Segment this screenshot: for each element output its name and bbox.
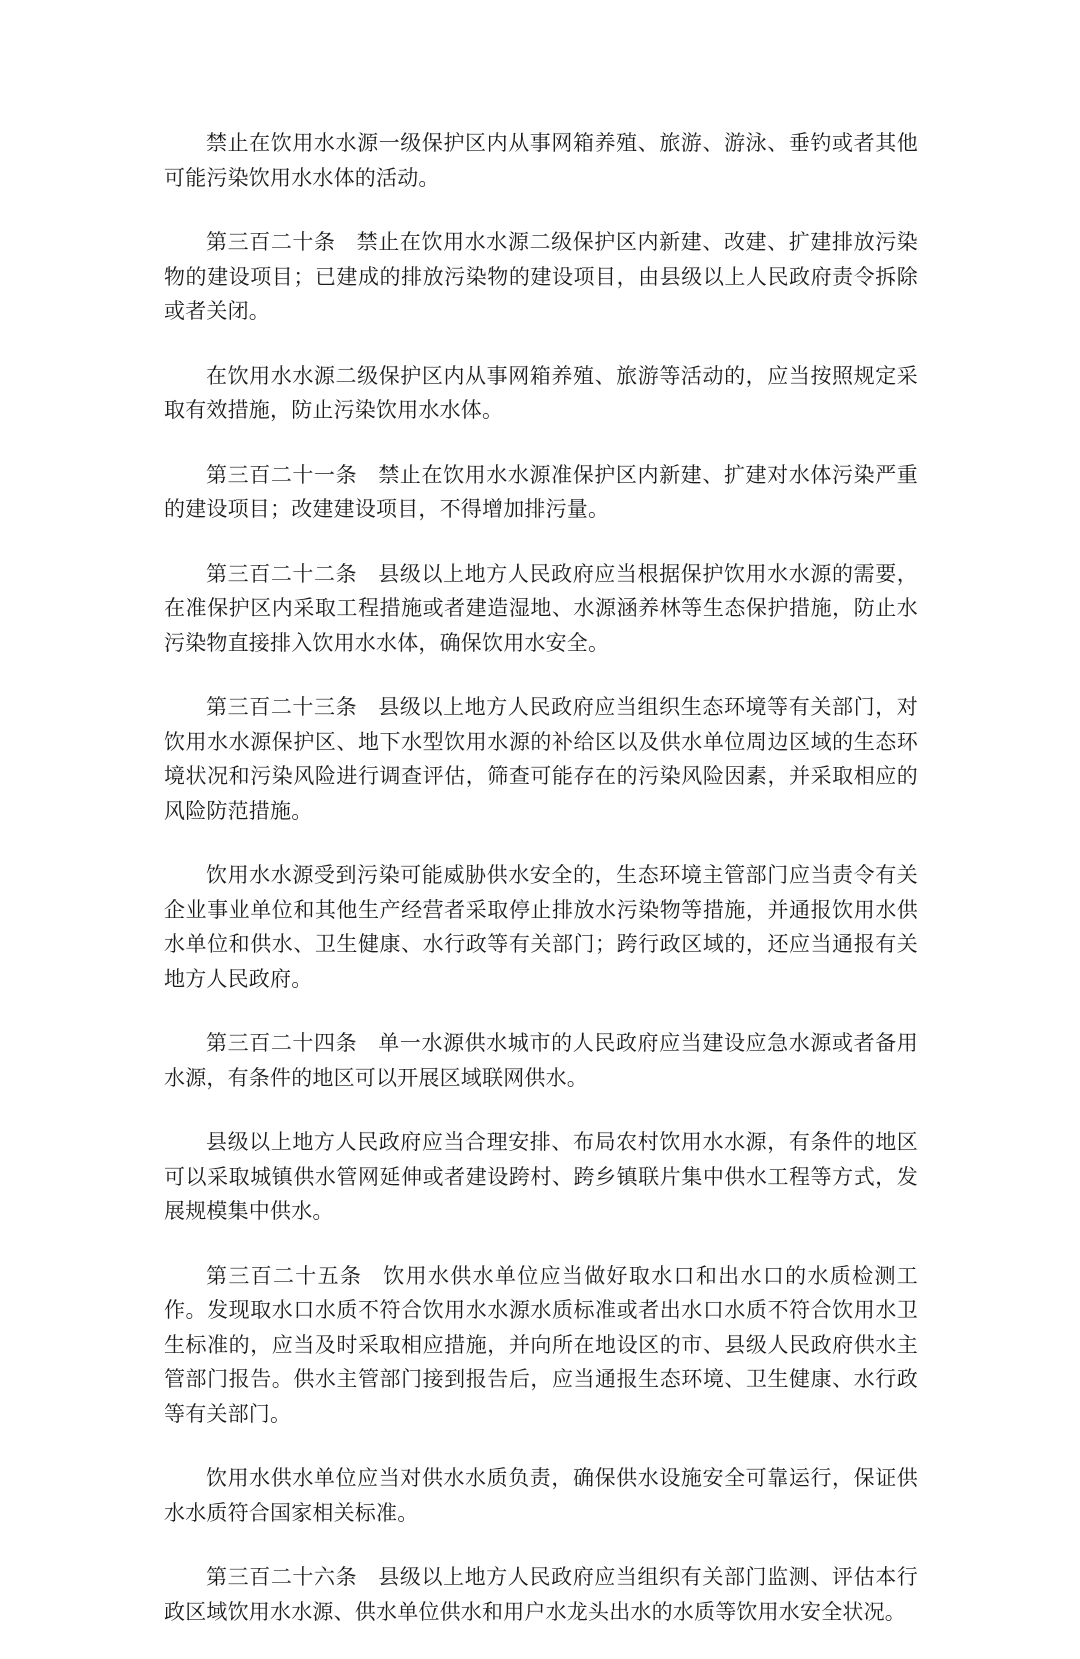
paragraph bbox=[164, 858, 918, 996]
paragraph-text: 在饮用水水源二级保护区内从事网箱养殖、旅游等活动的，应当按照规定采取有效措施，防止污染饮用水水体。 bbox=[164, 363, 918, 422]
paragraph-text: 饮用水供水单位应当对供水水质负责，确保供水设施安全可靠运行，保证供水水质符合国家相关标准。 bbox=[164, 1466, 918, 1525]
paragraph bbox=[164, 359, 918, 428]
paragraph-text: 饮用水供水单位应当做好取水口和出水口的水质检测工作。发现取水口水质不符合饮用水水源水质标准或者出水口水质不符合饮用水卫生标准的，应当及时采取相应措施，并向所在地设区的市、县级人民政府供水主管部门报告。供水主管部门接到报告后，应当通报生态环境、卫生健康、水行政等有关部门。 bbox=[164, 1263, 918, 1426]
paragraph bbox=[164, 690, 918, 828]
paragraph bbox=[164, 557, 918, 661]
paragraph bbox=[164, 1026, 918, 1095]
paragraph bbox=[164, 1125, 918, 1229]
paragraph-text: 禁止在饮用水水源二级保护区内新建、改建、扩建排放污染物的建设项目；已建成的排放污染物的建设项目，由县级以上人民政府责令拆除或者关闭。 bbox=[164, 230, 918, 323]
paragraph-text: 禁止在饮用水水源一级保护区内从事网箱养殖、旅游、游泳、垂钓或者其他可能污染饮用水水体的活动。 bbox=[164, 131, 918, 190]
paragraph bbox=[164, 225, 918, 329]
paragraph-text: 县级以上地方人民政府应当合理安排、布局农村饮用水水源，有条件的地区可以采取城镇供水管网延伸或者建设跨村、跨乡镇联片集中供水工程等方式，发展规模集中供水。 bbox=[164, 1130, 918, 1223]
paragraph bbox=[164, 458, 918, 527]
paragraph-text: 饮用水水源受到污染可能威胁供水安全的，生态环境主管部门应当责令有关企业事业单位和其他生产经营者采取停止排放水污染物等措施，并通报饮用水供水单位和供水、卫生健康、水行政等有关部门；跨行政区域的，还应当通报有关地方人民政府。 bbox=[164, 863, 918, 991]
paragraph bbox=[164, 1461, 918, 1530]
document-body bbox=[164, 126, 918, 1659]
article-number: 第三百二十六条 bbox=[206, 1565, 358, 1589]
article-number: 第三百二十四条 bbox=[206, 1031, 358, 1055]
paragraph bbox=[164, 1259, 918, 1432]
article-number: 第三百二十二条 bbox=[206, 561, 358, 586]
paragraph-text: 禁止在饮用水水源准保护区内新建、扩建对水体污染严重的建设项目；改建建设项目，不得增加排污量。 bbox=[164, 462, 918, 521]
paragraph bbox=[164, 126, 918, 195]
paragraph bbox=[164, 1560, 918, 1629]
paragraph-text: 县级以上地方人民政府应当根据保护饮用水水源的需要，在准保护区内采取工程措施或者建造湿地、水源涵养林等生态保护措施，防止水污染物直接排入饮用水水体，确保饮用水安全。 bbox=[164, 561, 918, 655]
article-number: 第三百二十一条 bbox=[206, 462, 358, 487]
article-number: 第三百二十三条 bbox=[206, 695, 358, 719]
paragraph-text: 县级以上地方人民政府应当组织生态环境等有关部门，对饮用水水源保护区、地下水型饮用水源的补给区以及供水单位周边区域的生态环境状况和污染风险进行调查评估，筛查可能存在的污染风险因素，并采取相应的风险防范措施。 bbox=[164, 695, 918, 823]
article-number: 第三百二十五条 bbox=[206, 1263, 363, 1288]
paragraph-text: 单一水源供水城市的人民政府应当建设应急水源或者备用水源，有条件的地区可以开展区域联网供水。 bbox=[164, 1031, 918, 1090]
paragraph-text: 县级以上地方人民政府应当组织有关部门监测、评估本行政区域饮用水水源、供水单位供水和用户水龙头出水的水质等饮用水安全状况。 bbox=[164, 1565, 918, 1624]
article-number: 第三百二十条 bbox=[206, 230, 336, 254]
